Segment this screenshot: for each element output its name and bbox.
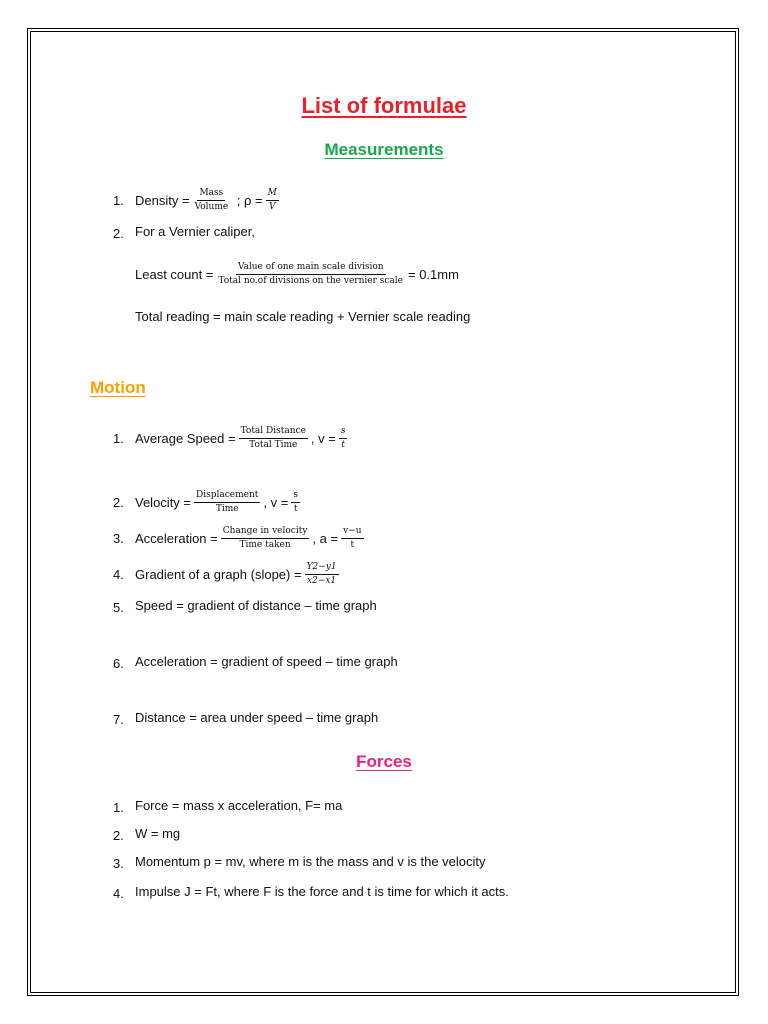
fraction-distance-time: $\frac{\text{Total Distance}}{\text{Total Time}}$ (240, 425, 306, 450)
list-item (0, 854, 768, 872)
list-item (0, 798, 768, 816)
formula-label: Speed = gradient of distance – time graph (135, 598, 377, 613)
formula-label: Acceleration = gradient of speed – time graph (135, 654, 398, 669)
fraction-mass-volume: $\frac{\text{Mass}}{\text{Volume}}$ (194, 187, 229, 212)
fraction-s-t: $\frac{s}{t}$ (293, 489, 298, 514)
list-number: 3. (113, 855, 124, 871)
least-count-formula (135, 258, 459, 290)
list-item (0, 710, 768, 728)
fraction-least-count: $\frac{\text{Value of one main scale division}}{\text{Total no.of divisions on the vernier scale}}$ (218, 261, 403, 286)
formula-separator: , v = (310, 430, 336, 446)
list-number: 4. (113, 566, 124, 582)
section-heading-motion: Motion (90, 378, 146, 397)
fraction-velocity-time: $\frac{\text{Change in velocity}}{\text{Time taken}}$ (222, 525, 308, 550)
list-number: 6. (113, 655, 124, 671)
list-number: 1. (113, 799, 124, 815)
formula-separator: , a = (312, 530, 339, 546)
list-item (0, 224, 768, 242)
formula-label: Impulse J = Ft, where F is the force and t is time for which it acts. (135, 884, 509, 899)
page-title: List of formulae (301, 93, 467, 118)
formula-label: Distance = area under speed – time graph (135, 710, 379, 725)
least-count-label: Least count = (135, 266, 214, 282)
formula-label: For a Vernier caliper, (135, 224, 255, 239)
formula-separator: ; ρ = (233, 192, 263, 208)
fraction-slope: $\frac{Y2-y1}{x2-x1}$ (306, 561, 337, 586)
fraction-v-u-t: $\frac{v-u}{t}$ (343, 525, 362, 550)
list-number: 2. (113, 225, 124, 241)
formula-label: Acceleration = (135, 530, 218, 546)
list-number: 4. (113, 885, 124, 901)
formula-label: Density = (135, 192, 190, 208)
total-reading-formula: Total reading = main scale reading + Vernier scale reading (135, 309, 471, 324)
formula-label: W = mg (135, 826, 181, 841)
list-item (0, 654, 768, 672)
list-item (0, 522, 768, 554)
formula-label: Average Speed = (135, 430, 236, 446)
formula-label: Force = mass x acceleration, F= ma (135, 798, 343, 813)
fraction-s-t: $\frac{s}{t}$ (340, 425, 346, 450)
list-number: 2. (113, 827, 124, 843)
list-number: 7. (113, 711, 124, 727)
list-item (0, 598, 768, 616)
section-heading-measurements: Measurements (324, 140, 444, 159)
list-item (0, 826, 768, 844)
list-number: 1. (113, 192, 124, 208)
list-item (0, 558, 768, 590)
list-item (0, 184, 768, 216)
list-number: 2. (113, 494, 124, 510)
fraction-displacement-time: $\frac{\text{Displacement}}{\text{Time}}$ (196, 489, 259, 514)
list-number: 5. (113, 599, 124, 615)
list-item (0, 884, 768, 902)
list-number: 3. (113, 530, 124, 546)
formula-label: Velocity = (135, 494, 192, 510)
section-heading-forces: Forces (356, 752, 412, 771)
list-item (0, 422, 768, 454)
fraction-m-v: $\frac{M}{V}$ (267, 187, 277, 212)
least-count-result: = 0.1mm (407, 266, 459, 282)
list-item (0, 486, 768, 518)
formula-label: Momentum p = mv, where m is the mass and v is the velocity (135, 854, 486, 869)
list-number: 1. (113, 430, 124, 446)
formula-separator: , v = (263, 494, 289, 510)
formula-label: Gradient of a graph (slope) = (135, 566, 302, 582)
